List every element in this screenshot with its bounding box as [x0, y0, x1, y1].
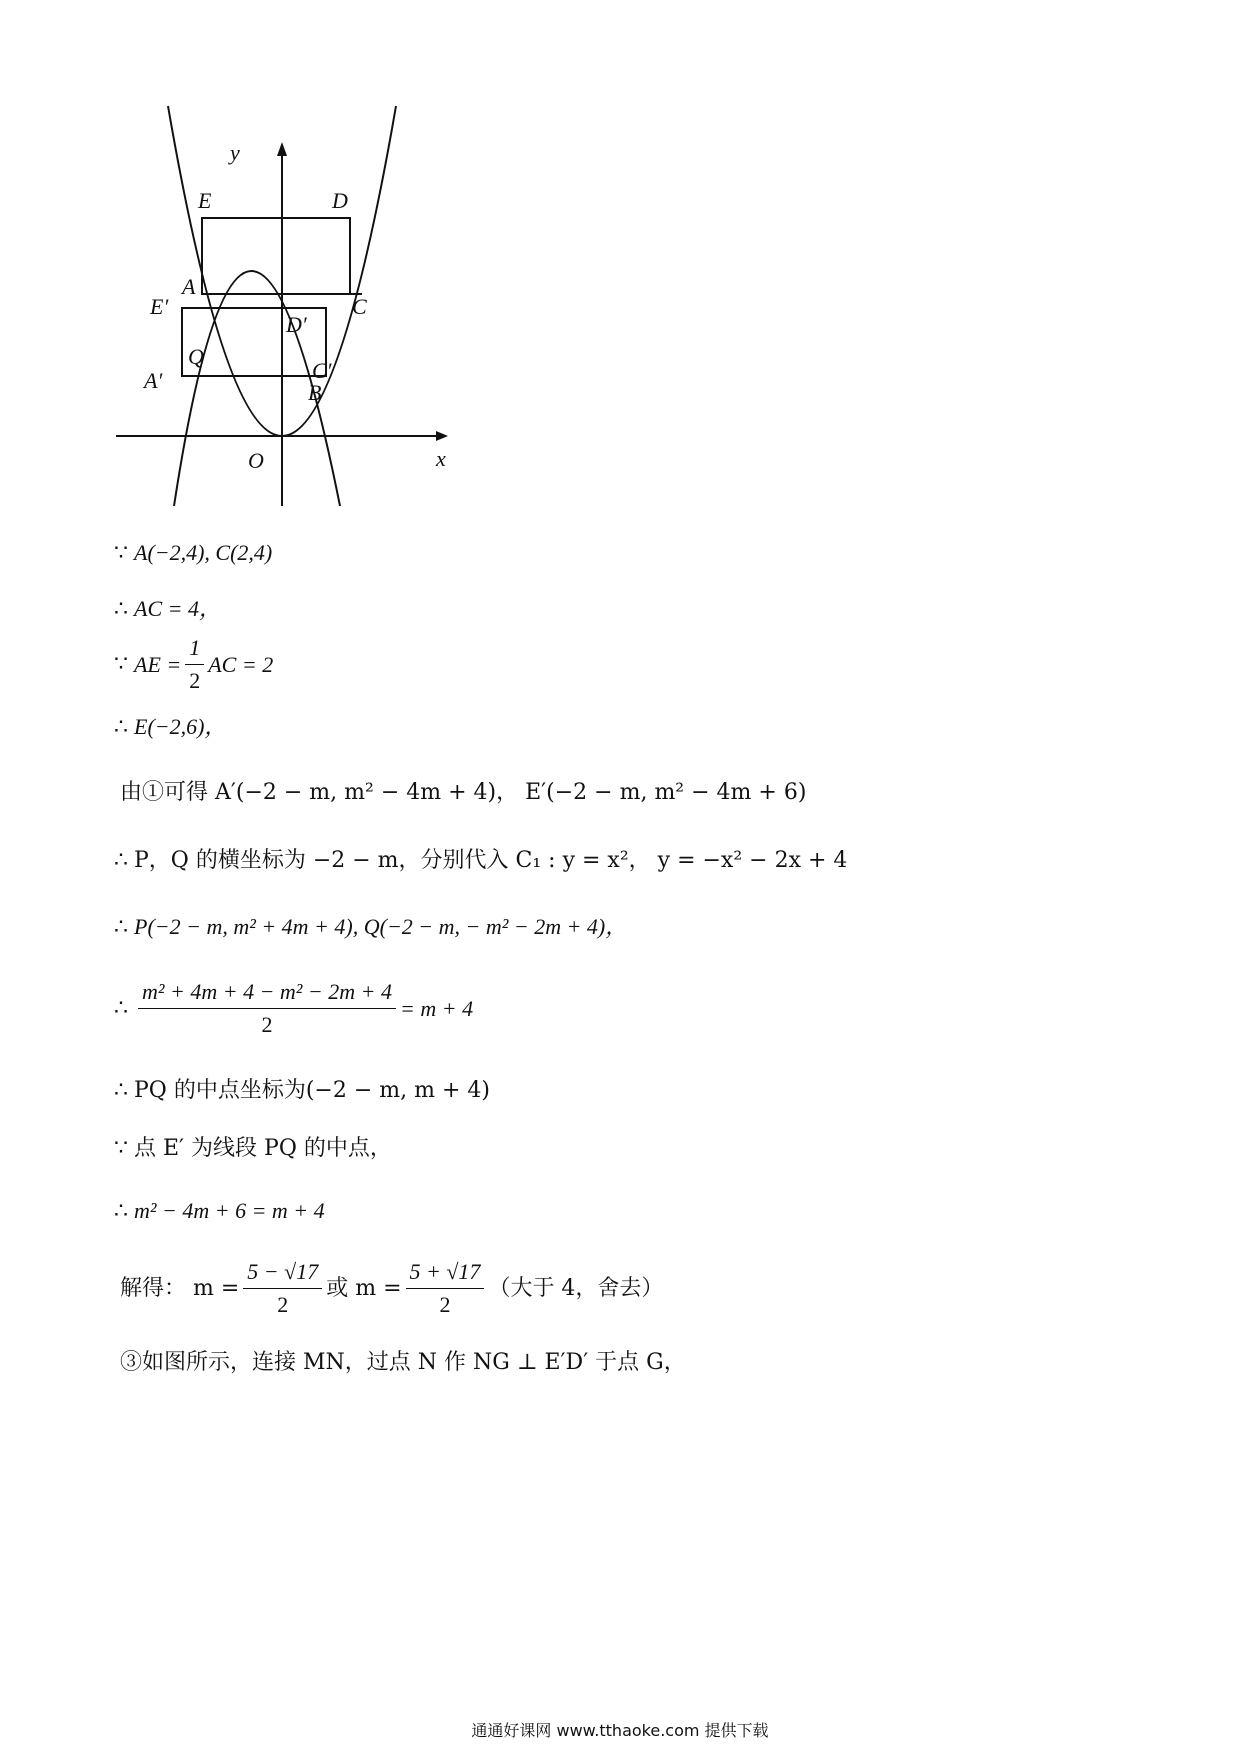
label-o: O [248, 448, 264, 473]
fraction-denominator: 2 [277, 1292, 289, 1317]
line-text: A(−2,4), C(2,4) [134, 540, 273, 565]
label-x: x [436, 446, 446, 471]
solution-line-13 [114, 1348, 686, 1378]
solution-line-8 [114, 978, 473, 1039]
fraction-numerator: 5 − √17 [243, 1258, 322, 1289]
fraction-first-root [243, 1258, 322, 1319]
solution-line-11 [114, 1196, 325, 1227]
because-symbol: ∵ [114, 541, 128, 566]
page-footer: 通通好课网 www.tthaoke.com 提供下载 [471, 1721, 769, 1740]
line-prefix: 解得： m = [120, 1275, 240, 1301]
line-text: AC = 4， [134, 596, 221, 621]
line-text: PQ 的中点坐标为(−2 − m, m + 4) [134, 1078, 490, 1103]
line-text: P(−2 − m, m² + 4m + 4), Q(−2 − m, − m² − 2m + 4)， [134, 914, 628, 939]
label-c-prime: C′ [312, 358, 332, 383]
label-a-prime: A′ [144, 368, 163, 393]
solution-line-1 [114, 538, 272, 569]
label-c: C [352, 294, 367, 319]
label-b: B [308, 380, 322, 405]
fraction-numerator: 5 + √17 [406, 1258, 485, 1289]
line-text: P，Q 的横坐标为 −2 − m，分别代入 C₁ : y = x²， y = −x² − 2x + 4 [134, 848, 848, 873]
figure-svg [96, 96, 476, 506]
line-text: ③如图所示，连接 MN，过点 N 作 NG ⊥ E′D′ 于点 G， [120, 1350, 686, 1375]
line-suffix: = m + 4 [399, 995, 474, 1021]
fraction [185, 634, 204, 695]
line-text: E(−2,6)， [134, 714, 227, 739]
solution-line-2 [114, 594, 221, 625]
fraction-denominator: 2 [439, 1292, 451, 1317]
solution-line-10 [114, 1134, 392, 1164]
fraction [138, 978, 396, 1039]
solution-line-3 [114, 634, 273, 695]
line-middle: 或 m = [326, 1275, 402, 1301]
solution-line-7 [114, 912, 627, 943]
solution-line-4 [114, 712, 226, 743]
solution-line-5 [114, 778, 806, 808]
label-y: y [230, 140, 240, 165]
x-axis-arrow [436, 431, 448, 441]
solution-line-9 [114, 1076, 490, 1106]
line-text: 点 E′ 为线段 PQ 的中点， [134, 1136, 392, 1161]
therefore-symbol: ∴ [114, 1078, 128, 1103]
y-axis-arrow [277, 142, 287, 156]
therefore-symbol: ∴ [114, 915, 128, 940]
fraction-second-root [406, 1258, 485, 1319]
therefore-symbol: ∴ [114, 995, 128, 1021]
therefore-symbol: ∴ [114, 715, 128, 740]
parabola-figure [96, 96, 476, 506]
label-d-prime: D′ [286, 312, 307, 337]
line-prefix: AE = [134, 651, 182, 677]
fraction-numerator: m² + 4m + 4 − m² − 2m + 4 [138, 978, 396, 1009]
therefore-symbol: ∴ [114, 1199, 128, 1224]
label-q: Q [188, 344, 204, 369]
therefore-symbol: ∴ [114, 848, 128, 873]
line-suffix: （大于 4，舍去） [488, 1275, 664, 1301]
because-symbol: ∵ [114, 651, 128, 677]
fraction-denominator: 2 [189, 668, 201, 693]
label-e-prime: E′ [150, 294, 169, 319]
fraction-denominator: 2 [261, 1012, 273, 1037]
line-text: 由①可得 A′(−2 − m, m² − 4m + 4)， E′(−2 − m, m² − 4m + 6) [120, 780, 807, 805]
therefore-symbol: ∴ [114, 597, 128, 622]
label-a: A [182, 274, 196, 299]
because-symbol: ∵ [114, 1136, 128, 1161]
rectangle-edca [202, 218, 350, 294]
line-suffix: AC = 2 [208, 651, 274, 677]
solution-line-6 [114, 846, 847, 876]
label-e: E [198, 188, 212, 213]
label-d: D [332, 188, 348, 213]
solution-line-12 [114, 1258, 663, 1319]
fraction-numerator: 1 [185, 634, 204, 665]
line-text: m² − 4m + 6 = m + 4 [134, 1198, 325, 1223]
